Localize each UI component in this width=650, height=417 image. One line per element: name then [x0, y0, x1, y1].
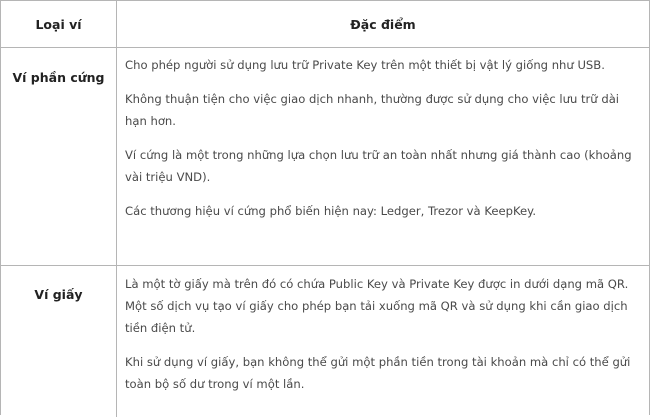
header-characteristics: Đặc điểm	[350, 16, 416, 32]
wallet-type-cell	[1, 48, 117, 265]
wallet-type-label: Ví giấy	[34, 287, 83, 302]
wallet-type-cell	[1, 266, 117, 417]
characteristic-paragraph: Không thuận tiện cho việc giao dịch nhanh, thường được sử dụng cho việc lưu trữ dài hạn hơn.	[125, 92, 620, 128]
characteristic-paragraph: Ví cứng là một trong những lựa chọn lưu trữ an toàn nhất nhưng giá thành cao (khoảng vài triệu VND).	[125, 148, 632, 184]
characteristics-cell	[117, 48, 649, 265]
characteristic-paragraph: Các thương hiệu ví cứng phổ biến hiện nay: Ledger, Trezor và KeepKey.	[125, 204, 537, 218]
characteristic-paragraph: Cho phép người sử dụng lưu trữ Private Key trên một thiết bị vật lý giống như USB.	[125, 58, 605, 72]
table-row	[1, 266, 649, 417]
characteristic-paragraph: Khi sử dụng ví giấy, bạn không thể gửi một phần tiền trong tài khoản mà chỉ có thể gửi toàn bộ số dư trong ví một lần.	[125, 355, 631, 391]
header-wallet-type: Loại ví	[1, 1, 117, 47]
table-row	[1, 48, 649, 266]
wallet-type-label: Ví phần cứng	[12, 70, 105, 85]
characteristics-cell	[117, 266, 649, 417]
table-header-row	[1, 1, 649, 48]
characteristic-paragraph: Là một tờ giấy mà trên đó có chứa Public Key và Private Key được in dưới dạng mã QR. Một số dịch vụ tạo ví giấy cho phép bạn tải xuống mã QR và sử dụng khi cần giao dịch tiền điện tử.	[125, 277, 629, 335]
